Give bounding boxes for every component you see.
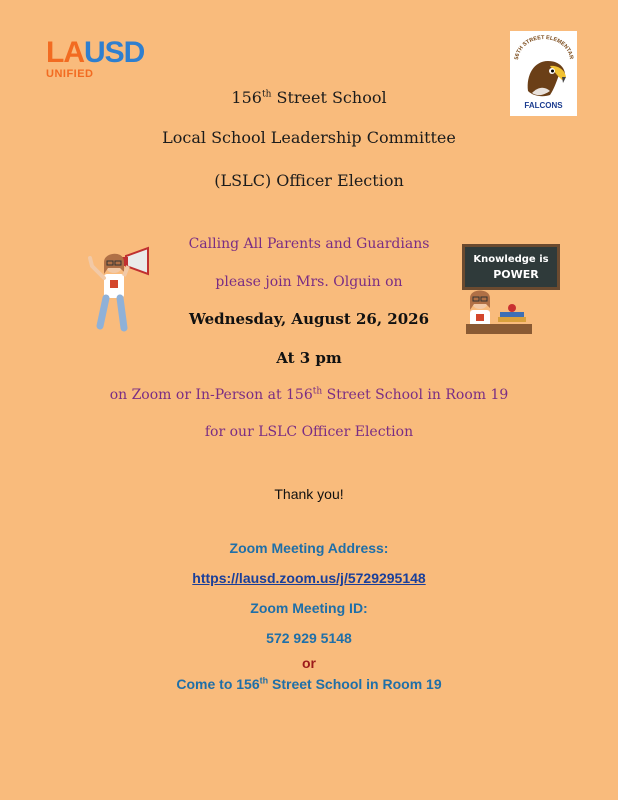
zoom-id-label: Zoom Meeting ID: bbox=[250, 600, 368, 616]
invite-line-2: please join Mrs. Olguin on bbox=[215, 274, 403, 290]
zoom-address-label: Zoom Meeting Address: bbox=[229, 540, 389, 556]
badge-arc-text: 56TH STREET ELEMENTAR bbox=[514, 34, 574, 61]
logo-wordmark bbox=[46, 38, 176, 68]
lausd-logo bbox=[46, 38, 176, 88]
meeting-purpose: for our LSLC Officer Election bbox=[204, 424, 414, 440]
chalkboard-line-2: POWER bbox=[493, 268, 539, 281]
title-line-1: 156th Street School bbox=[231, 88, 387, 107]
in-person-line: Come to 156th Street School in Room 19 bbox=[176, 675, 442, 692]
meeting-time: At 3 pm bbox=[276, 349, 342, 367]
meeting-date: Wednesday, August 26, 2026 bbox=[188, 310, 430, 328]
title-line-2: Local School Leadership Committee bbox=[162, 128, 456, 147]
title-line-3: (LSLC) Officer Election bbox=[214, 171, 404, 190]
badge-label: FALCONS bbox=[524, 101, 563, 110]
logo-subtext: UNIFIED bbox=[46, 68, 94, 80]
or-text: or bbox=[302, 655, 316, 671]
zoom-url-container bbox=[0, 570, 618, 586]
thank-you: Thank you! bbox=[274, 486, 344, 502]
zoom-url-link[interactable]: https://lausd.zoom.us/j/5729295148 bbox=[192, 570, 426, 586]
svg-text:156TH STREET ELEMENTARY bbox=[510, 31, 574, 60]
logo-usd: USD bbox=[84, 36, 145, 69]
zoom-id: 572 929 5148 bbox=[266, 630, 352, 646]
logo-la: LA bbox=[46, 36, 84, 69]
meeting-location: on Zoom or In-Person at 156th Street School in Room 19 bbox=[109, 386, 509, 403]
invite-line-1: Calling All Parents and Guardians bbox=[188, 236, 430, 252]
chalkboard-line-1: Knowledge is bbox=[473, 254, 549, 265]
